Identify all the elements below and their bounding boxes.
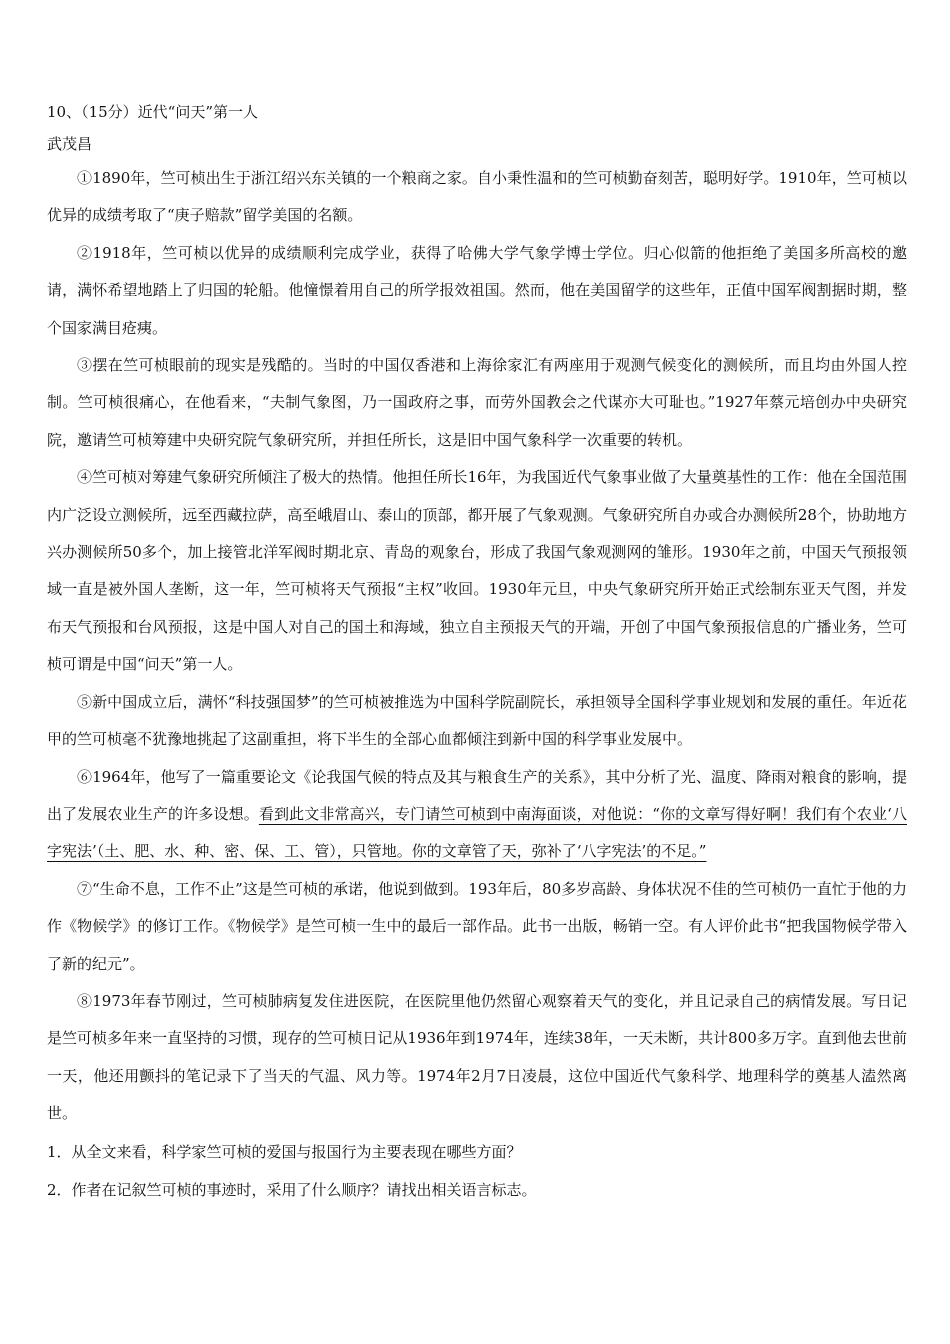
- paragraph-3: ③摆在竺可桢眼前的现实是残酷的。当时的中国仅香港和上海徐家汇有两座用于观测气候变化的测候所，而且均由外国人控制。竺可桢很痛心，在他看来，“夫制气象图，乃一国政府之事，而劳外国教会之代谋亦大可耻也。”1927年蔡元培创办中央研究院，邀请竺可桢筹建中央研究院气象研究所，并担任所长，这是旧中国气象科学一次重要的转机。: [47, 356, 907, 449]
- paragraph-7: ⑦“生命不息，工作不止”这是竺可桢的承诺，他说到做到。193年后，80多岁高龄、身体状况不佳的竺可桢仍一直忙于他的力作《物候学》的修订工作。《物候学》是竺可桢一生中的最后一部作品。此书一出版，畅销一空。有人评价此书“把我国物候学带入了新的纪元”。: [47, 879, 907, 973]
- paragraph-8: ⑧1973年春节刚过，竺可桢肺病复发住进医院，在医院里他仍然留心观察着天气的变化，并且记录自己的病情发展。写日记是竺可桢多年来一直坚持的习惯，现存的竺可桢日记从1936年到1974年，连续38年，一天未断，共计800多万字。直到他去世前一天，他还用颤抖的笔记录下了当天的气温、风力等。1974年2月7日凌晨，这位中国近代气象科学、地理科学的奠基人溘然离世。: [47, 991, 907, 1123]
- paragraph-1: ①1890年，竺可桢出生于浙江绍兴东关镇的一个粮商之家。自小秉性温和的竺可桢勤奋刻苦，聪明好学。1910年，竺可桢以优异的成绩考取了“庚子赔款”留学美国的名额。: [47, 169, 907, 225]
- paragraph-6: [47, 759, 907, 871]
- question-title: 10、（15分）近代“问天”第一人: [47, 103, 259, 121]
- document-page: [47, 96, 907, 1209]
- question-2: 2．作者在记叙竺可桢的事迹时，采用了什么顺序？请找出相关语言标志。: [47, 1180, 537, 1199]
- paragraph-6-text: ⑥1964年，他写了一篇重要论文《论我国气候的特点及其与粮食生产的关系》，其中分析了光、温度、降雨对粮食的影响，提出了发展农业生产的许多设想。: [47, 767, 907, 823]
- author-name: 武茂昌: [47, 135, 93, 153]
- paragraph-5: ⑤新中国成立后，满怀“科技强国梦”的竺可桢被推选为中国科学院副院长，承担领导全国科学事业规划和发展的重任。年近花甲的竺可桢毫不犹豫地挑起了这副重担，将下半生的全部心血都倾注到新中国的科学事业发展中。: [47, 692, 907, 749]
- paragraph-6-underlined-text: 看到此文非常高兴，专门请竺可桢到中南海面谈，对他说：“你的文章写得好啊！我们有个农业‘八字宪法’（土、肥、水、种、密、保、工、管），只管地。你的文章管了天，弥补了‘八字宪法’的不足。”: [47, 804, 907, 861]
- paragraph-4: ④竺可桢对筹建气象研究所倾注了极大的热情。他担任所长16年，为我国近代气象事业做了大量奠基性的工作：他在全国范围内广泛设立测候所，远至西藏拉萨，高至峨眉山、泰山的顶部，都开展了气象观测。气象研究所自办或合办测候所28个，协助地方兴办测候所50多个，加上接管北洋军阀时期北京、青岛的观象台，形成了我国气象观测网的雏形。1930年之前，中国天气预报领域一直是被外国人垄断，这一年，竺可桢将天气预报“主权”收回。1930年元旦，中央气象研究所开始正式绘制东亚天气图，并发布天气预报和台风预报，这是中国人对自己的国土和海域，独立自主预报天气的开端，开创了中国气象预报信息的广播业务，竺可桢可谓是中国“问天”第一人。: [47, 468, 907, 674]
- paragraph-2: ②1918年，竺可桢以优异的成绩顺利完成学业，获得了哈佛大学气象学博士学位。归心似箭的他拒绝了美国多所高校的邀请，满怀希望地踏上了归国的轮船。他憧憬着用自己的所学报效祖国。然而，他在美国留学的这些年，正值中国军阀割据时期，整个国家满目疮痍。: [47, 243, 907, 337]
- question-1: 1．从全文来看，科学家竺可桢的爱国与报国行为主要表现在哪些方面？: [47, 1142, 522, 1161]
